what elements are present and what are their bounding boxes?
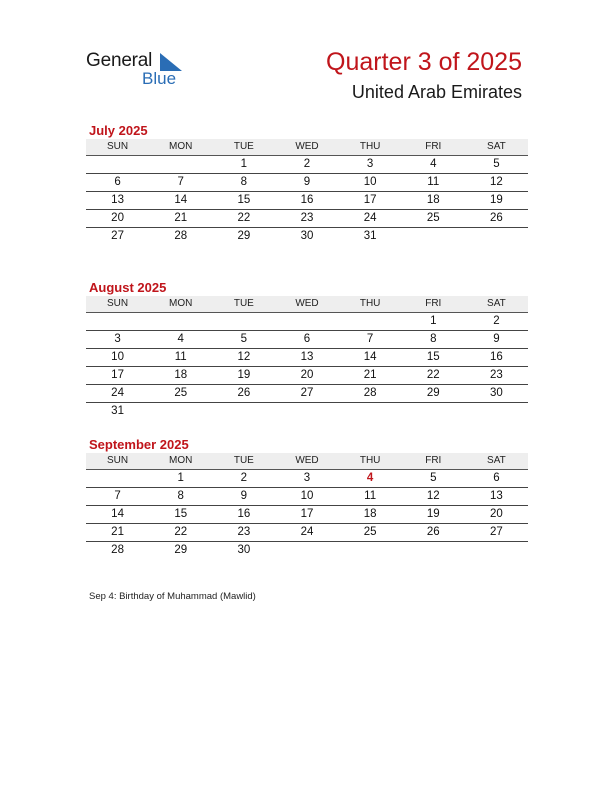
- weekday-label: WED: [295, 298, 319, 309]
- day-cell: 16: [237, 508, 251, 520]
- week-row: [86, 331, 528, 349]
- week-row: [86, 403, 528, 420]
- week-row: [86, 385, 528, 403]
- day-cell: 20: [111, 212, 124, 224]
- weekday-label: TUE: [233, 455, 254, 466]
- day-cell: 7: [366, 333, 374, 345]
- day-cell: 14: [111, 508, 124, 520]
- weekday-label: FRI: [425, 141, 442, 152]
- week-row: [86, 488, 528, 506]
- logo-text-general: General: [86, 50, 153, 71]
- day-cell: 18: [363, 508, 377, 520]
- week-row: [86, 192, 528, 210]
- week-row: [86, 470, 528, 488]
- day-cell: 15: [174, 508, 188, 520]
- weekday-label: SAT: [487, 298, 506, 309]
- day-cell: 13: [111, 194, 124, 206]
- weekday-label: MON: [169, 455, 193, 466]
- day-cell: 13: [490, 490, 503, 502]
- day-cell: 20: [490, 508, 503, 520]
- day-cell: 17: [300, 508, 314, 520]
- day-cell: 13: [300, 351, 314, 363]
- weekday-header-row: [86, 139, 528, 156]
- day-cell: 12: [237, 351, 251, 363]
- day-cell: 28: [111, 544, 124, 556]
- day-cell: 11: [174, 351, 187, 363]
- day-cell: 7: [114, 490, 121, 502]
- month-calendar-august: [86, 279, 528, 420]
- day-cell: 22: [426, 369, 440, 381]
- day-cell: 18: [174, 369, 188, 381]
- day-cell: 9: [240, 490, 248, 502]
- day-cell: [86, 470, 149, 487]
- day-cell: 29: [426, 387, 440, 399]
- day-cell: 19: [426, 508, 440, 520]
- day-cell: 1: [240, 158, 248, 170]
- day-cell: [149, 313, 212, 330]
- day-cell: [275, 542, 338, 559]
- day-cell: 2: [240, 472, 248, 484]
- day-cell: 15: [237, 194, 251, 206]
- logo: [86, 50, 196, 90]
- weekday-label: SAT: [487, 455, 506, 466]
- day-cell: 19: [237, 369, 251, 381]
- day-cell: 4: [177, 333, 184, 345]
- day-cell: 3: [366, 158, 374, 170]
- day-cell: 27: [490, 526, 503, 538]
- day-cell: [339, 313, 402, 330]
- day-cell: 30: [490, 387, 503, 399]
- day-cell: 8: [177, 490, 184, 502]
- day-cell: 24: [111, 387, 124, 399]
- day-cell: 28: [174, 230, 188, 242]
- day-cell: 12: [490, 176, 503, 188]
- weekday-label: SUN: [107, 141, 129, 152]
- week-row: [86, 524, 528, 542]
- weekday-label: WED: [295, 455, 319, 466]
- day-cell: [465, 228, 528, 245]
- weekday-label: MON: [169, 298, 193, 309]
- day-cell: 16: [490, 351, 503, 363]
- day-cell: 24: [300, 526, 314, 538]
- weekday-label: WED: [295, 141, 319, 152]
- day-cell: 8: [240, 176, 248, 188]
- week-row: [86, 210, 528, 228]
- day-cell: 1: [177, 472, 184, 484]
- day-cell: 25: [174, 387, 188, 399]
- day-cell: 23: [237, 526, 251, 538]
- day-cell: [402, 228, 465, 245]
- week-row: [86, 313, 528, 331]
- day-cell: 16: [300, 194, 314, 206]
- day-cell: 3: [114, 333, 121, 345]
- logo-text-blue: Blue: [142, 69, 177, 88]
- weekday-label: SUN: [107, 298, 129, 309]
- day-cell: 26: [490, 212, 503, 224]
- weekday-header-row: [86, 453, 528, 470]
- day-cell: 30: [237, 544, 251, 556]
- day-cell: [275, 403, 338, 420]
- week-row: [86, 156, 528, 174]
- day-cell: 10: [111, 351, 124, 363]
- weekday-label: TUE: [233, 298, 254, 309]
- day-cell: [275, 313, 338, 330]
- holiday-day-cell: 4: [366, 472, 374, 484]
- day-cell: 14: [174, 194, 188, 206]
- weekday-label: THU: [359, 141, 381, 152]
- day-cell: 19: [490, 194, 503, 206]
- day-cell: 11: [427, 176, 440, 188]
- day-cell: [465, 403, 528, 420]
- month-title: July 2025: [89, 123, 148, 138]
- day-cell: [212, 403, 275, 420]
- day-cell: 9: [303, 176, 311, 188]
- day-cell: 30: [300, 230, 314, 242]
- week-row: [86, 349, 528, 367]
- week-row: [86, 542, 528, 559]
- month-title: September 2025: [89, 437, 189, 452]
- day-cell: 5: [240, 333, 248, 345]
- day-cell: 6: [114, 176, 121, 188]
- day-cell: [465, 542, 528, 559]
- weekday-label: THU: [359, 298, 381, 309]
- month-title: August 2025: [89, 280, 167, 295]
- day-cell: 17: [111, 369, 124, 381]
- day-cell: 23: [300, 212, 314, 224]
- day-cell: 8: [430, 333, 437, 345]
- day-cell: 21: [111, 526, 124, 538]
- page-title: Quarter 3 of 2025: [326, 48, 522, 76]
- day-cell: 9: [493, 333, 500, 345]
- day-cell: 5: [430, 472, 437, 484]
- week-row: [86, 174, 528, 192]
- weekday-label: MON: [169, 141, 193, 152]
- day-cell: [86, 156, 149, 173]
- day-cell: 17: [363, 194, 377, 206]
- day-cell: 31: [363, 230, 377, 242]
- day-cell: 2: [493, 315, 500, 327]
- day-cell: 25: [363, 526, 377, 538]
- day-cell: 15: [426, 351, 440, 363]
- day-cell: 18: [426, 194, 440, 206]
- weekday-label: SAT: [487, 141, 506, 152]
- day-cell: 31: [111, 405, 124, 417]
- day-cell: [149, 156, 212, 173]
- week-row: [86, 367, 528, 385]
- day-cell: 6: [493, 472, 500, 484]
- day-cell: 10: [300, 490, 314, 502]
- day-cell: 1: [430, 315, 437, 327]
- week-row: [86, 506, 528, 524]
- day-cell: [339, 403, 402, 420]
- day-cell: [402, 403, 465, 420]
- day-cell: 22: [174, 526, 188, 538]
- day-cell: [149, 403, 212, 420]
- day-cell: 10: [363, 176, 377, 188]
- day-cell: 28: [363, 387, 377, 399]
- day-cell: 27: [300, 387, 314, 399]
- day-cell: 26: [426, 526, 440, 538]
- weekday-label: TUE: [233, 141, 254, 152]
- month-calendar-july: [86, 122, 528, 245]
- holiday-note: Sep 4: Birthday of Muhammad (Mawlid): [89, 591, 256, 602]
- weekday-label: SUN: [107, 455, 129, 466]
- page-subtitle: United Arab Emirates: [351, 82, 522, 102]
- day-cell: 29: [237, 230, 251, 242]
- day-cell: 4: [430, 158, 437, 170]
- day-cell: 14: [363, 351, 377, 363]
- day-cell: 5: [493, 158, 500, 170]
- day-cell: 20: [300, 369, 314, 381]
- weekday-header-row: [86, 296, 528, 313]
- day-cell: 25: [426, 212, 440, 224]
- day-cell: [402, 542, 465, 559]
- day-cell: 27: [111, 230, 124, 242]
- day-cell: 11: [364, 490, 377, 502]
- weekday-label: FRI: [425, 455, 442, 466]
- day-cell: 12: [426, 490, 440, 502]
- day-cell: [339, 542, 402, 559]
- day-cell: 21: [363, 369, 377, 381]
- day-cell: 3: [303, 472, 311, 484]
- day-cell: 24: [363, 212, 377, 224]
- day-cell: 7: [177, 176, 184, 188]
- day-cell: 21: [174, 212, 188, 224]
- weekday-label: THU: [359, 455, 381, 466]
- month-calendar-september: [86, 436, 528, 559]
- day-cell: 6: [303, 333, 311, 345]
- week-row: [86, 228, 528, 245]
- weekday-label: FRI: [425, 298, 442, 309]
- day-cell: [212, 313, 275, 330]
- day-cell: 23: [490, 369, 503, 381]
- day-cell: [86, 313, 149, 330]
- day-cell: 2: [303, 158, 311, 170]
- day-cell: 26: [237, 387, 251, 399]
- day-cell: 22: [237, 212, 251, 224]
- day-cell: 29: [174, 544, 188, 556]
